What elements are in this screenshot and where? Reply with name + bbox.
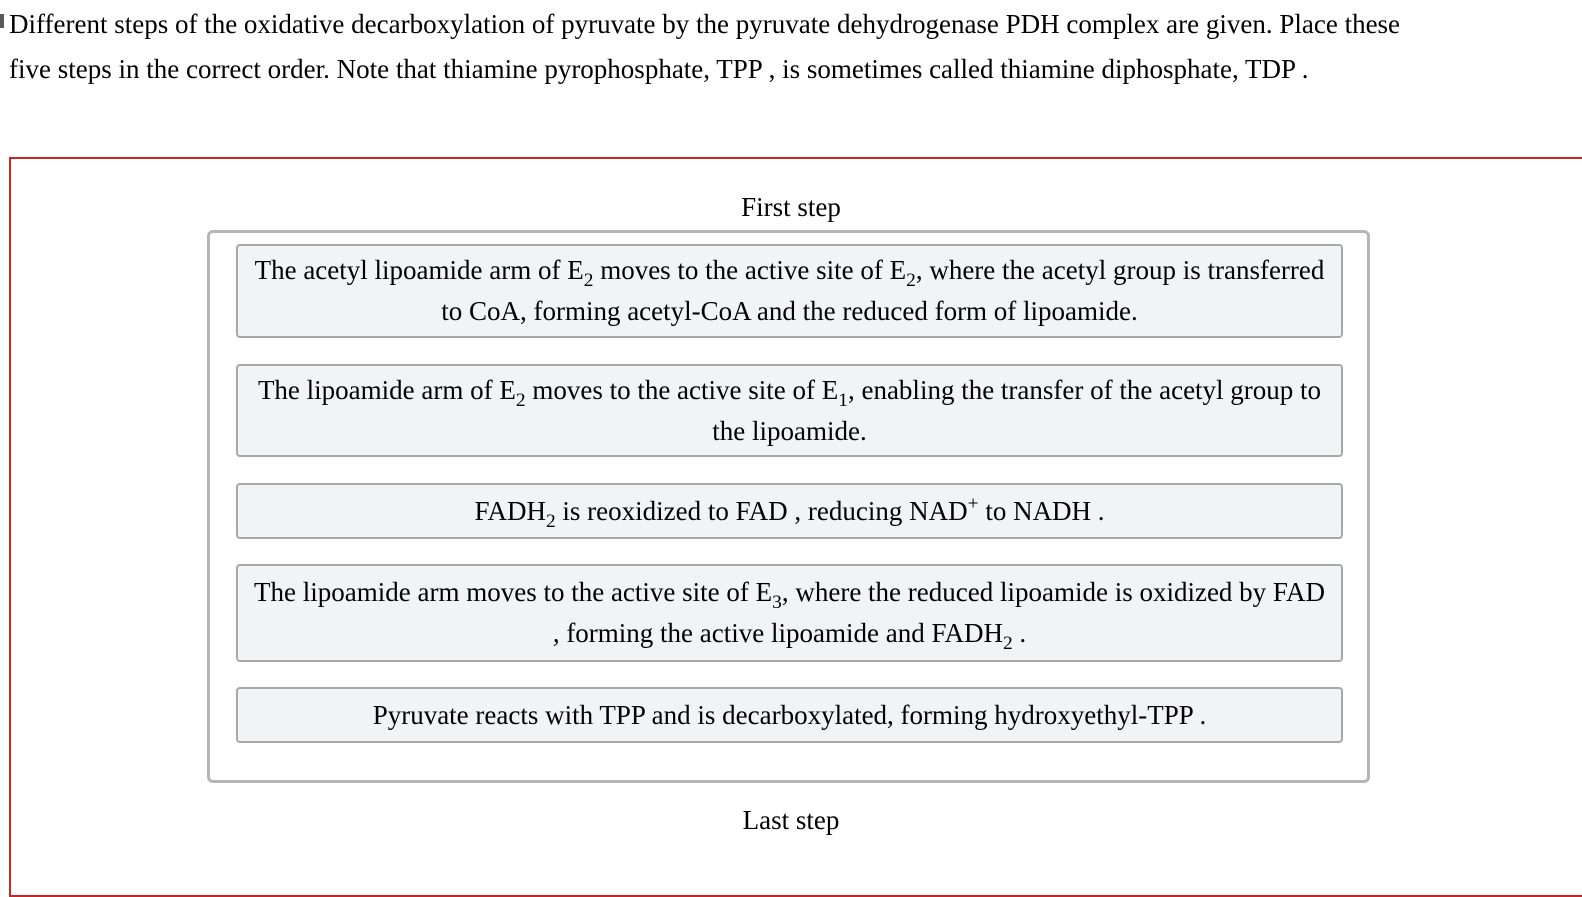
instructions-line-1: Different steps of the oxidative decarboxylation of pyruvate by the pyruvate dehydrogenase PDH complex are given. Place these [9,9,1401,39]
step-card-text: $FADH_2$ is reoxidized to FAD , reducing NAD+ to NADH . [474,492,1105,532]
first-step-label: First step [741,192,841,222]
step-card-text: The acetyl lipoamide arm of $E_2$ moves to the active site of $E_2$, where the acetyl group is transferred to CoA, forming acetyl-CoA and the reduced form of lipoamide. [254,255,1325,326]
step-card-fadh2-reoxidation[interactable] [236,483,1343,539]
step-card-lipoamide-to-e3[interactable] [236,564,1343,662]
last-step-label: Last step [742,805,840,835]
step-card-text: Pyruvate reacts with TPP and is decarboxylated, forming hydroxyethyl-TPP . [372,699,1207,730]
left-edge-marker [0,14,4,28]
step-card-text: The lipoamide arm moves to the active site of $E_3$, where the reduced lipoamide is oxidized by FAD , forming the active lipoamide and $FADH_2$ . [254,577,1325,654]
step-card-acetyl-transfer-to-coa[interactable] [236,244,1343,338]
question-instructions [9,2,1569,92]
instructions-line-2: five steps in the correct order. Note that thiamine pyrophosphate, TPP , is sometimes called thiamine diphosphate, TDP . [9,54,1309,84]
step-card-text: The lipoamide arm of $E_2$ moves to the active site of $E_1$, enabling the transfer of the acetyl group to the lipoamide. [257,374,1322,446]
step-card-pyruvate-decarboxylation[interactable] [236,687,1343,743]
step-card-lipoamide-to-e1[interactable] [236,364,1343,457]
